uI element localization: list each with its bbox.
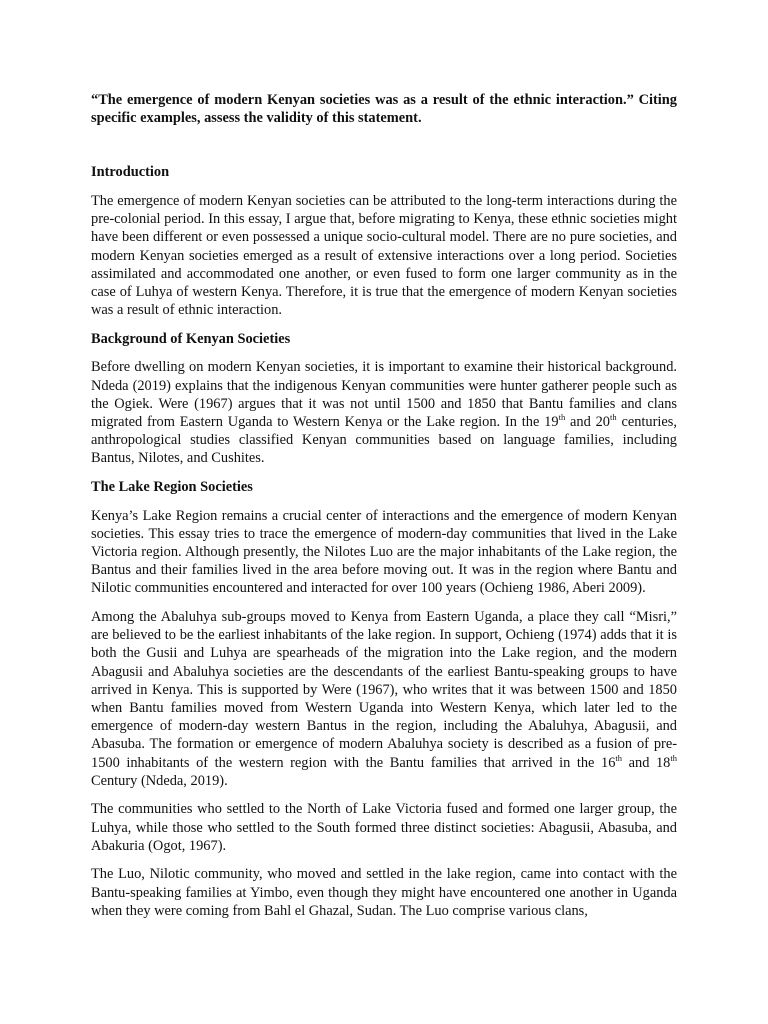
heading-introduction: Introduction xyxy=(91,164,170,181)
paragraph-lake-region-3: The communities who settled to the North of Lake Victoria fused and formed one larger group, the Luhya, while those who settled to the South formed three distinct societies: Abagusii, Abasuba, and Abakuria (Ogot, 1967). xyxy=(91,801,677,854)
paragraph-lake-region-1: Kenya’s Lake Region remains a crucial center of interactions and the emergence of modern Kenyan societies. This essay tries to trace the emergence of modern-day communities that lived in the Lake Victoria region. Although presently, the Nilotes Luo are the major inhabitants of the Lake region, the Bantus and their families lived in the area before moving out. It was in the region where Bantu and Nilotic communities encountered and interacted for over 100 years (Ochieng 1986, Aberi 2009). xyxy=(91,507,677,597)
paragraph-lake-region-4: The Luo, Nilotic community, who moved and settled in the lake region, came into contact with the Bantu-speaking families at Yimbo, even though they might have encountered one another in Uganda when they were coming from Bahl el Ghazal, Sudan. The Luo comprise various clans, xyxy=(91,866,677,919)
text-run: Among the Abaluhya sub-groups moved to Kenya from Eastern Uganda, a place they call “Misri,” are believed to be the earliest inhabitants of the lake region. In support, Ochieng (1974) adds that it is both the Gusii and Luhya are spearheads of the migration into the Lake region, and the modern Abagusii and Abaluhya societies are the descendants of the earliest Bantu-speaking groups to have arrived in Kenya. This is supported by Were (1967), who writes that it was between 1500 and 1850 when Bantu families moved from Western Uganda into Western Kenya, which later led to the emergence of modern-day western Bantus in the region, including the Abaluhya, Abagusii, and Abasuba. The formation or emergence of modern Abaluhya society is described as a fusion of pre-1500 inhabitants of the western region with the Bantu families that arrived in the 16 xyxy=(91,609,677,771)
superscript-ordinal: th xyxy=(670,752,677,763)
essay-title: “The emergence of modern Kenyan societies was as a result of the ethnic interaction.” Citing specific examples, assess the validity of this statement. xyxy=(91,92,677,127)
text-run: centuries, anthropological studies classified Kenyan communities based on language families, including Bantus, Nilotes, and Cushites. xyxy=(91,414,677,467)
text-run: and 18 xyxy=(622,754,671,771)
paragraph-introduction: The emergence of modern Kenyan societies can be attributed to the long-term interactions during the pre-colonial period. In this essay, I argue that, before migrating to Kenya, these ethnic societies might have been different or even possessed a unique socio-cultural model. There are no pure societies, and modern Kenyan societies emerged as a result of extensive interactions over a long period. Societies assimilated and accommodated one another, or even fused to form one larger community as in the case of Luhya of western Kenya. Therefore, it is true that the emergence of modern Kenyan societies was a result of ethnic interaction. xyxy=(91,193,677,319)
paragraph-background xyxy=(91,358,677,467)
heading-lake-region: The Lake Region Societies xyxy=(91,479,253,496)
text-run: Before dwelling on modern Kenyan societies, it is important to examine their historical background. Ndeda (2019) explains that the indigenous Kenyan communities were hunter gatherer people such as the Ogiek. Were (1967) argues that it was not until 1500 and 1850 that Bantu families and clans migrated from Eastern Uganda to Western Kenya or the Lake region. In the 19 xyxy=(91,359,677,431)
text-run: and 20 xyxy=(565,414,611,431)
superscript-ordinal: th xyxy=(558,412,566,423)
paragraph-lake-region-2 xyxy=(91,608,677,790)
text-run: Century (Ndeda, 2019). xyxy=(91,772,228,789)
superscript-ordinal: th xyxy=(615,752,623,763)
superscript-ordinal: th xyxy=(610,412,617,423)
heading-background: Background of Kenyan Societies xyxy=(91,330,291,347)
document-page xyxy=(91,91,677,930)
